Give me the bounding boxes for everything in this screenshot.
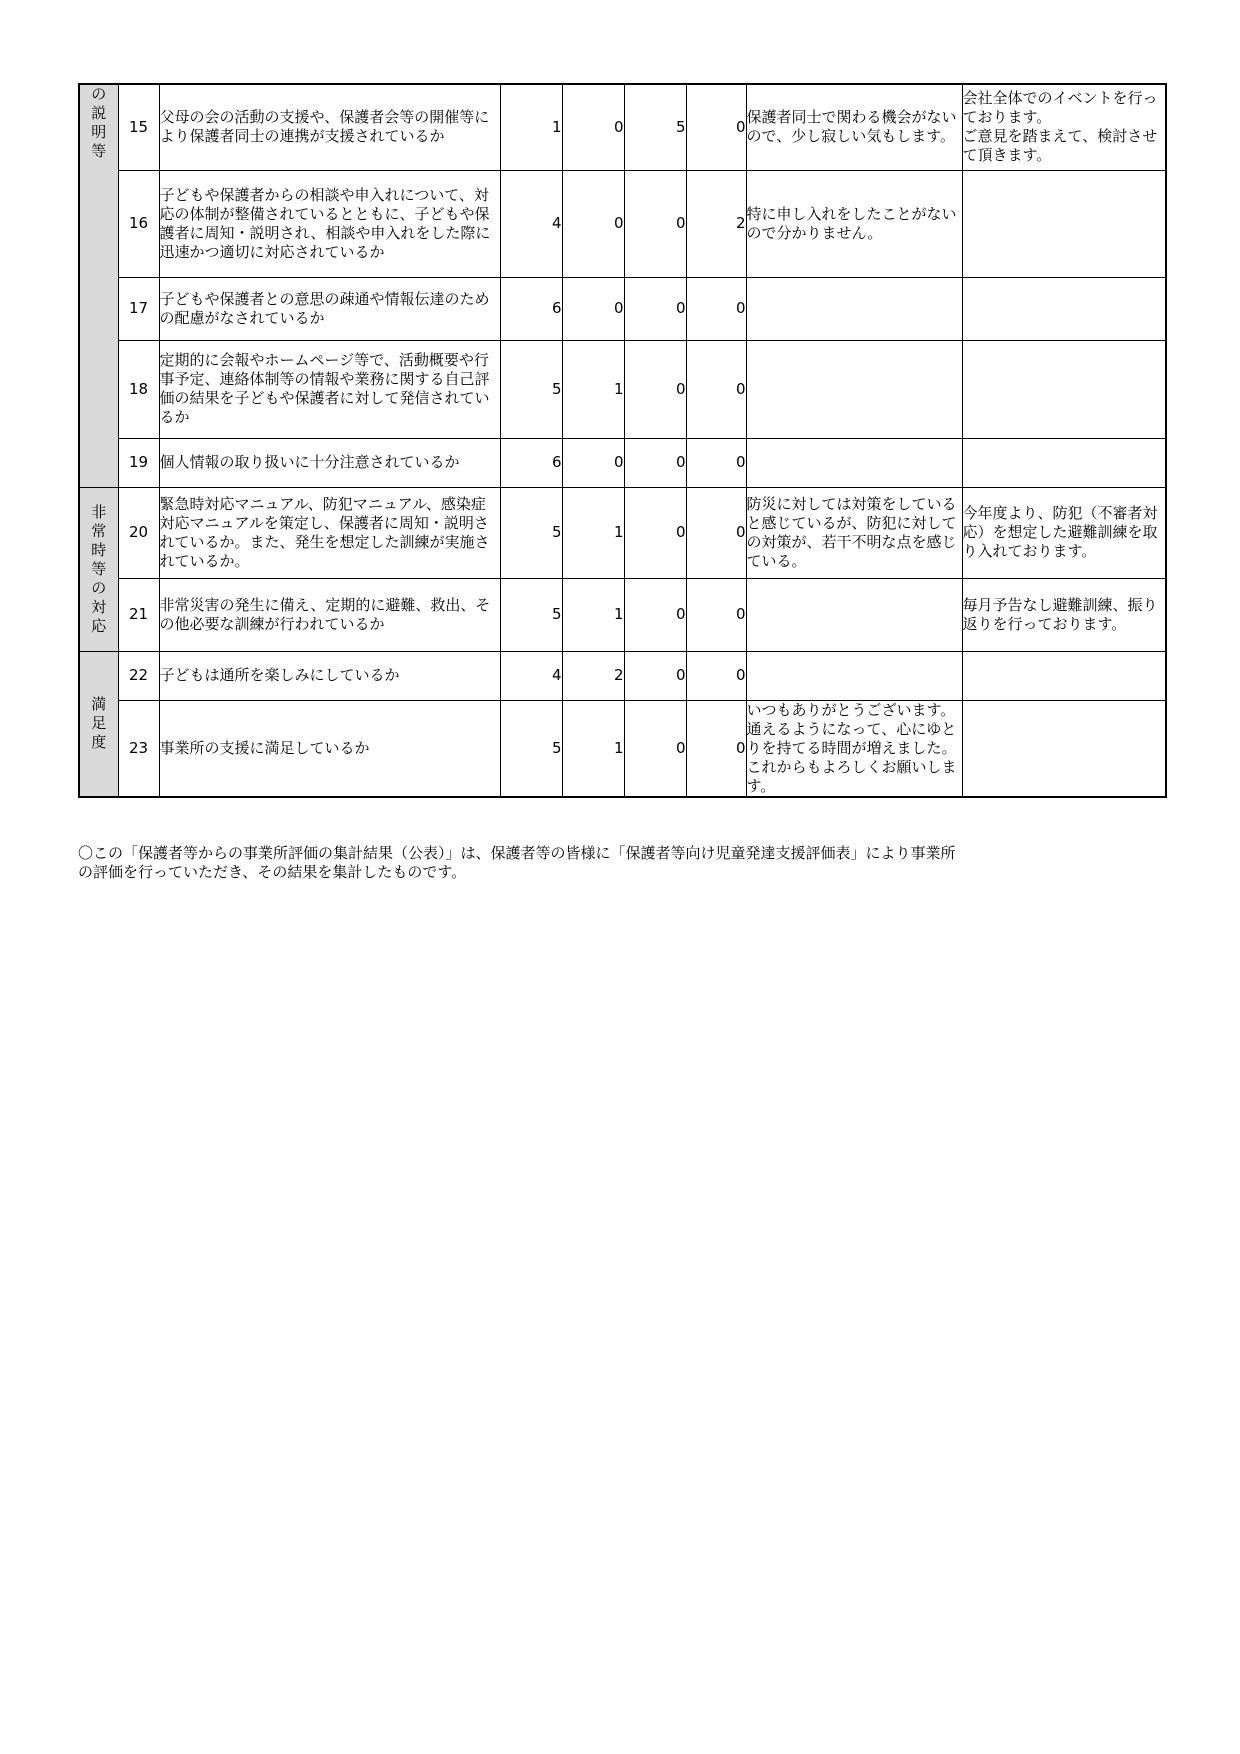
question-text: 個人情報の取り扱いに十分注意されているか	[159, 438, 500, 487]
parent-comment: 特に申し入れをしたことがないので分かりません。	[746, 170, 962, 277]
count-neutral: 2	[562, 651, 624, 700]
count-unknown: 0	[686, 651, 746, 700]
table-row	[79, 340, 1166, 438]
category-satisfaction: 満足度	[79, 651, 118, 797]
facility-response: 会社全体でのイベントを行っております。 ご意見を踏まえて、検討させて頂きます。	[962, 84, 1166, 170]
count-unknown: 0	[686, 340, 746, 438]
table-row	[79, 438, 1166, 487]
facility-response	[962, 170, 1166, 277]
parent-comment	[746, 438, 962, 487]
count-yes: 6	[500, 277, 562, 340]
count-yes: 5	[500, 487, 562, 578]
count-neutral: 1	[562, 578, 624, 651]
count-neutral: 0	[562, 84, 624, 170]
question-text: 非常災害の発生に備え、定期的に避難、救出、その他必要な訓練が行われているか	[159, 578, 500, 651]
facility-response: 毎月予告なし避難訓練、振り返りを行っております。	[962, 578, 1166, 651]
question-text: 子どもや保護者との意思の疎通や情報伝達のための配慮がなされているか	[159, 277, 500, 340]
category-explanation: の説明等	[79, 84, 118, 487]
count-yes: 4	[500, 170, 562, 277]
count-yes: 4	[500, 651, 562, 700]
facility-response	[962, 651, 1166, 700]
parent-comment: いつもありがとうございます。通えるようになって、心にゆとりを持てる時間が増えました。これからもよろしくお願いします。	[746, 700, 962, 797]
count-no: 0	[624, 438, 686, 487]
parent-comment	[746, 277, 962, 340]
count-unknown: 0	[686, 487, 746, 578]
table-row	[79, 277, 1166, 340]
count-unknown: 0	[686, 277, 746, 340]
count-no: 0	[624, 651, 686, 700]
count-no: 0	[624, 170, 686, 277]
count-no: 0	[624, 487, 686, 578]
table-row	[79, 700, 1166, 797]
count-no: 0	[624, 578, 686, 651]
count-unknown: 2	[686, 170, 746, 277]
count-unknown: 0	[686, 438, 746, 487]
table-row	[79, 170, 1166, 277]
table-row	[79, 651, 1166, 700]
count-neutral: 0	[562, 277, 624, 340]
count-neutral: 0	[562, 438, 624, 487]
parent-comment: 防災に対しては対策をしていると感じているが、防犯に対しての対策が、若干不明な点を感じている。	[746, 487, 962, 578]
question-text: 子どもや保護者からの相談や申入れについて、対応の体制が整備されているとともに、子どもや保護者に周知・説明され、相談や申入れをした際に迅速かつ適切に対応されているか	[159, 170, 500, 277]
item-number: 23	[118, 700, 159, 797]
count-neutral: 1	[562, 700, 624, 797]
item-number: 21	[118, 578, 159, 651]
count-yes: 6	[500, 438, 562, 487]
count-unknown: 0	[686, 578, 746, 651]
count-no: 0	[624, 340, 686, 438]
table-row	[79, 84, 1166, 170]
parent-comment	[746, 340, 962, 438]
count-yes: 5	[500, 578, 562, 651]
table-row	[79, 578, 1166, 651]
item-number: 22	[118, 651, 159, 700]
item-number: 16	[118, 170, 159, 277]
count-neutral: 0	[562, 170, 624, 277]
facility-response	[962, 277, 1166, 340]
footer-note: 〇この「保護者等からの事業所評価の集計結果（公表）」は、保護者等の皆様に「保護者等向け児童発達支援評価表」により事業所の評価を行っていただき、その結果を集計したものです。	[78, 844, 956, 881]
question-text: 事業所の支援に満足しているか	[159, 700, 500, 797]
parent-comment	[746, 578, 962, 651]
count-neutral: 1	[562, 487, 624, 578]
item-number: 18	[118, 340, 159, 438]
count-yes: 1	[500, 84, 562, 170]
item-number: 19	[118, 438, 159, 487]
facility-response	[962, 438, 1166, 487]
count-yes: 5	[500, 700, 562, 797]
count-no: 5	[624, 84, 686, 170]
facility-response: 今年度より、防犯（不審者対応）を想定した避難訓練を取り入れております。	[962, 487, 1166, 578]
question-text: 子どもは通所を楽しみにしているか	[159, 651, 500, 700]
parent-comment	[746, 651, 962, 700]
evaluation-table	[78, 83, 1167, 798]
facility-response	[962, 340, 1166, 438]
question-text: 定期的に会報やホームページ等で、活動概要や行事予定、連絡体制等の情報や業務に関する自己評価の結果を子どもや保護者に対して発信されているか	[159, 340, 500, 438]
count-no: 0	[624, 700, 686, 797]
count-unknown: 0	[686, 700, 746, 797]
item-number: 20	[118, 487, 159, 578]
table-row	[79, 487, 1166, 578]
category-emergency: 非常時等の対応	[79, 487, 118, 651]
count-neutral: 1	[562, 340, 624, 438]
facility-response	[962, 700, 1166, 797]
parent-comment: 保護者同士で関わる機会がないので、少し寂しい気もします。	[746, 84, 962, 170]
count-yes: 5	[500, 340, 562, 438]
question-text: 緊急時対応マニュアル、防犯マニュアル、感染症対応マニュアルを策定し、保護者に周知・説明されているか。また、発生を想定した訓練が実施されているか。	[159, 487, 500, 578]
count-unknown: 0	[686, 84, 746, 170]
question-text: 父母の会の活動の支援や、保護者会等の開催等により保護者同士の連携が支援されているか	[159, 84, 500, 170]
item-number: 17	[118, 277, 159, 340]
count-no: 0	[624, 277, 686, 340]
item-number: 15	[118, 84, 159, 170]
